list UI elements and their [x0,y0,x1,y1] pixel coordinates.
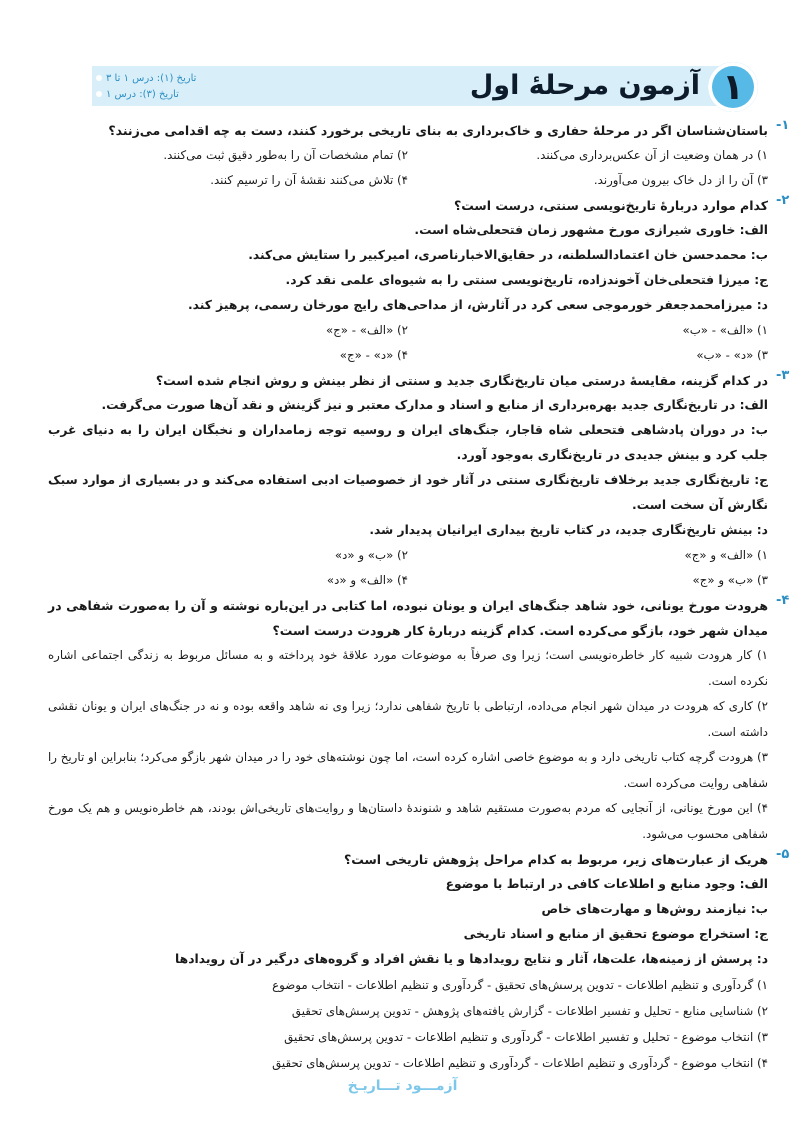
option[interactable]: ۲) تمام مشخصات آن را به‌طور دقیق ثبت می‌کنند. [163,148,408,162]
statement: د: بینش تاریخ‌نگاری جدید، در کتاب تاریخ بیداری ایرانیان پدیدار شد. [369,523,768,537]
option[interactable]: ۴) «الف» و «د» [326,573,408,587]
statement: ب: محمدحسن خان اعتمادالسلطنه، در حقایق‌الاخبارناصری، امیرکبیر را ستایش می‌کند. [248,248,768,262]
statement: الف: در تاریخ‌نگاری جدید بهره‌برداری از منابع و اسناد و مدارک معتبر و نیز گزینش و نقد آن‌ها صورت می‌گرفت. [101,398,768,412]
question-number: -۴ [776,593,790,608]
statement: ب: در دوران پادشاهی فتحعلی شاه قاجار، جنگ‌های ایران و روسیه توجه زمامداران و نخبگان ایران را به دنیای غرب جلب کرد و بینش جدیدی در تاریخ‌نگاری به‌وجود آورد. [48,423,768,462]
footer-brand: آزمـــود تـــاریـخ [347,1078,458,1094]
question-2 [48,193,790,368]
question-number: -۱ [776,118,790,133]
questions [48,118,790,1076]
option[interactable]: ۳) «د» - «ب» [696,348,768,362]
question-number: -۳ [776,368,790,383]
option[interactable]: ۴) تلاش می‌کنند نقشهٔ آن را ترسیم کنند. [210,173,408,187]
option[interactable]: ۱) گردآوری و تنظیم اطلاعات - تدوین پرسش‌های تحقیق - گردآوری و تنظیم اطلاعات - انتخاب موضوع [272,978,768,992]
option[interactable]: ۱) «الف» - «ب» [682,323,768,337]
topic-tag: تاریخ (۳): درس ۱ [96,86,306,102]
option[interactable]: ۳) هرودت گرچه کتاب تاریخی دارد و به موضوع خاصی اشاره کرده است، اما چون نوشته‌های خود را در میدان شهر بازگو می‌کرد؛ بنابراین او تاریخ را شفاهی روایت می‌کرده است. [48,750,768,790]
question-5 [48,847,790,1076]
question-stem: باستان‌شناسان اگر در مرحلهٔ حفاری و خاک‌برداری به بنای تاریخی برخورد کنند، دست به چه اقدامی می‌زنند؟ [108,123,768,138]
statement: ج: تاریخ‌نگاری جدید برخلاف تاریخ‌نگاری سنتی در آثار خود از خصوصیات ادبی استفاده می‌کند و در بسیاری از موارد سبک نگارش آن سخت است. [48,473,768,512]
bullet-icon [96,91,102,97]
option[interactable]: ۴) «د» - «ج» [339,348,408,362]
test-number-badge: ۱ [708,62,758,112]
question-stem: کدام موارد دربارهٔ تاریخ‌نویسی سنتی، درست است؟ [453,198,768,213]
question-3 [48,368,790,593]
option[interactable]: ۳) «ب» و «ج» [692,573,768,587]
option[interactable]: ۳) آن را از دل خاک بیرون می‌آورند. [593,173,768,187]
option[interactable]: ۱) کار هرودت شبیه کار خاطره‌نویسی است؛ زیرا وی صرفاً به موضوعات مورد علاقهٔ خود پرداخته و به مسائل مربوط به زندگی اجتماعی اشاره نکرده است. [48,648,768,688]
statement: ج: استخراج موضوع تحقیق از منابع و اسناد تاریخی [463,927,768,941]
option[interactable]: ۲) «ب» و «د» [334,548,408,562]
option[interactable]: ۲) «الف» - «ج» [325,323,408,337]
option[interactable]: ۳) انتخاب موضوع - تحلیل و تفسیر اطلاعات - گردآوری و تنظیم اطلاعات - تدوین پرسش‌های تحقیق [284,1030,768,1044]
page-title: آزمون مرحلهٔ اول [469,70,700,101]
statement: د: میرزامحمدجعفر خورموجی سعی کرد در آثارش، از مداحی‌های رایج مورخان رسمی، پرهیز کند. [187,298,768,312]
topic-tags [96,70,306,102]
question-number: -۵ [776,847,790,862]
options [48,143,768,193]
bullet-icon [96,75,102,81]
option[interactable]: ۴) این مورخ یونانی، از آنجایی که مردم به‌صورت مستقیم شاهد و شنوندهٔ داستان‌ها و روایت‌های تاریخی‌اش بودند، هم خاطره‌نویس و هم یک مورخ شفاهی محسوب می‌شود. [48,801,768,841]
question-1 [48,118,790,193]
option[interactable]: ۲) شناسایی منابع - تحلیل و تفسیر اطلاعات - گزارش یافته‌های پژوهش - تدوین پرسش‌های تحقیق [291,1004,768,1018]
question-stem: هریک از عبارت‌های زیر، مربوط به کدام مراحل پژوهش تاریخی است؟ [343,852,768,867]
option[interactable]: ۲) کاری که هرودت در میدان شهر انجام می‌داده، ارتباطی با تاریخ شفاهی ندارد؛ زیرا وی نه شاهد واقعه بوده و نه در جنگ‌های ایران و یونان نقشی داشته است. [48,699,768,739]
option[interactable]: ۱) «الف» و «ج» [684,548,768,562]
options [48,318,768,368]
statement: الف: وجود منابع و اطلاعات کافی در ارتباط با موضوع [445,877,768,891]
question-stem: هرودت مورخ یونانی، خود شاهد جنگ‌های ایران و یونان نبوده، اما کتابی در این‌باره نوشته و آن را به‌صورت شفاهی در میدان شهر خود، بازگو می‌کرده است. کدام گزینه دربارهٔ کار هرودت درست است؟ [48,598,768,638]
statement: د: پرسش از زمینه‌ها، علت‌ها، آثار و نتایج رویدادها و یا نقش افراد و گروه‌های درگیر در آن رویدادها [175,952,768,966]
question-number: -۲ [776,193,790,208]
question-4 [48,593,790,847]
statement: ب: نیازمند روش‌ها و مهارت‌های خاص [541,902,768,916]
question-stem: در کدام گزینه، مقایسهٔ درستی میان تاریخ‌نگاری جدید و سنتی از نظر بینش و روش انجام شده است؟ [155,373,768,388]
options [48,543,768,593]
option[interactable]: ۱) در همان وضعیت از آن عکس‌برداری می‌کنند. [536,148,768,162]
option[interactable]: ۴) انتخاب موضوع - گردآوری و تنظیم اطلاعات - گردآوری و تنظیم اطلاعات - تدوین پرسش‌های تحقیق [272,1056,768,1070]
topic-tag: تاریخ (۱): درس ۱ تا ۳ [96,70,306,86]
statement: الف: خاوری شیرازی مورخ مشهور زمان فتحعلی‌شاه است. [414,223,768,237]
statement: ج: میرزا فتحعلی‌خان آخوندزاده، تاریخ‌نویسی سنتی را به شیوه‌ای علمی نقد کرد. [285,273,768,287]
